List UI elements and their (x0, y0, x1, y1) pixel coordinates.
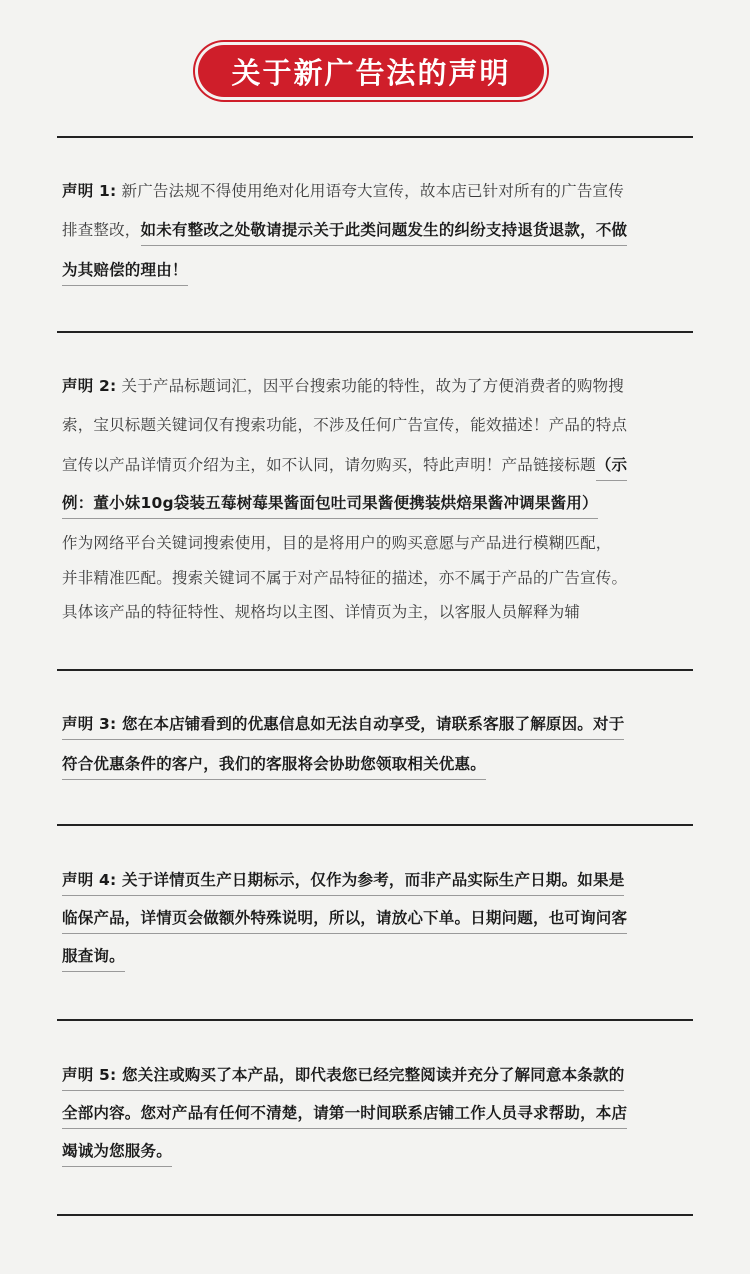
statement-line (62, 1141, 688, 1161)
statement-line (62, 220, 688, 240)
statement-emphasis: 服查询。 (62, 947, 125, 972)
statement-label: 声明 2: (62, 377, 117, 395)
statement-text: 关于产品标题词汇，因平台搜索功能的特性，故为了方便消费者的购物搜 (121, 377, 624, 395)
divider (57, 669, 693, 671)
statement-emphasis: （示 (596, 456, 627, 481)
statement-emphasis: 临保产品，详情页会做额外特殊说明，所以，请放心下单。日期问题，也可询问客 (62, 909, 627, 934)
statement-emphasis: 符合优惠条件的客户，我们的客服将会协助您领取相关优惠。 (62, 755, 486, 780)
page-title: 关于新广告法的声明 (198, 45, 544, 97)
statement-line (62, 1103, 688, 1123)
divider (57, 824, 693, 826)
statement-line (62, 908, 688, 928)
statement-text: 新广告法规不得使用绝对化用语夸大宣传，故本店已针对所有的广告宣传 (121, 182, 624, 200)
statement-line (62, 714, 688, 734)
statement-line: 索，宝贝标题关键词仅有搜索功能，不涉及任何广告宣传，能效描述！产品的特点 (62, 416, 628, 434)
statement-line (62, 754, 688, 774)
statement-emphasis: 如未有整改之处敬请提示关于此类问题发生的纠纷支持退货退款，不做 (141, 221, 628, 246)
statement-emphasis: 为其赔偿的理由！ (62, 261, 188, 286)
statement-label: 声明 1: (62, 182, 117, 200)
divider (57, 1019, 693, 1021)
divider (57, 136, 693, 138)
statement-emphasis (62, 715, 624, 740)
statement-text: 您关注或购买了本产品，即代表您已经完整阅读并充分了解同意本条款的 (122, 1066, 625, 1084)
statement-text: 您在本店铺看到的优惠信息如无法自动享受，请联系客服了解原因。对于 (122, 715, 625, 733)
statement-line: 并非精准匹配。搜索关键词不属于对产品特征的描述，亦不属于产品的广告宣传。 (62, 569, 628, 587)
statement-emphasis: 例：董小妹10g袋装五莓树莓果酱面包吐司果酱便携装烘焙果酱冲调果酱用） (62, 494, 598, 519)
divider (57, 1214, 693, 1216)
statement-line: 具体该产品的特征特性、规格均以主图、详情页为主，以客服人员解释为辅 (62, 603, 581, 621)
statement-label: 声明 3: (62, 715, 117, 733)
statement-line (62, 870, 688, 890)
statement-text: 关于详情页生产日期标示，仅作为参考，而非产品实际生产日期。如果是 (122, 871, 625, 889)
statement-line (62, 946, 688, 966)
statement-line (62, 260, 688, 280)
statement-emphasis: 竭诚为您服务。 (62, 1142, 172, 1167)
statement-text: 排查整改， (62, 221, 141, 239)
statement-line (62, 181, 688, 201)
statement-emphasis (62, 871, 624, 896)
statement-emphasis: 全部内容。您对产品有任何不清楚，请第一时间联系店铺工作人员寻求帮助，本店 (62, 1104, 627, 1129)
statement-label: 声明 5: (62, 1066, 117, 1084)
divider (57, 331, 693, 333)
statement-line: 作为网络平台关键词搜索使用，目的是将用户的购买意愿与产品进行模糊匹配， (62, 534, 612, 552)
statement-line (62, 376, 688, 396)
statement-text: 宣传以产品详情页介绍为主，如不认同，请勿购买，特此声明！产品链接标题 (62, 456, 596, 474)
statement-emphasis (62, 1066, 624, 1091)
statement-line (62, 1065, 688, 1085)
statement-line (62, 493, 688, 513)
statement-line (62, 455, 688, 475)
statement-label: 声明 4: (62, 871, 117, 889)
